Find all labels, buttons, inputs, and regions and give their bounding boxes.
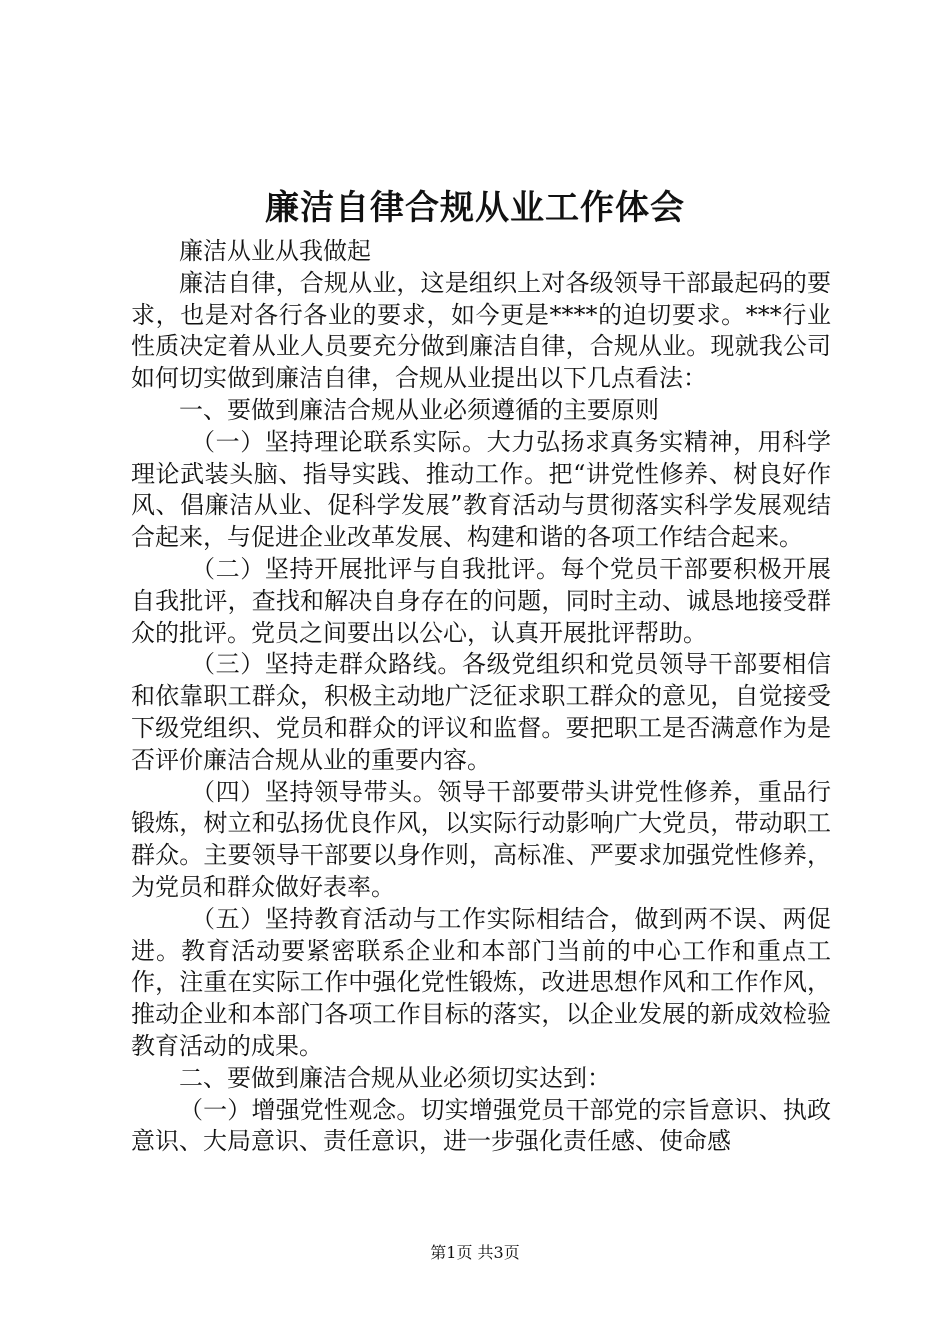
principle-paragraph-5: （五）坚持教育活动与工作实际相结合，做到两不误、两促进。教育活动要紧密联系企业和本部门当前的中心工作和重点工作，注重在实际工作中强化党性锻炼，改进思想作风和工作作风，推动企业和本部门各项工作目标的落实，以企业发展的新成效检验教育活动的成果。 [131,904,831,1060]
document-body [131,236,831,1158]
subtitle-paragraph: 廉洁从业从我做起 [179,237,371,265]
intro-paragraph: 廉洁自律，合规从业，这是组织上对各级领导干部最起码的要求，也是对各行各业的要求，如今更是****的迫切要求。***行业性质决定着从业人员要充分做到廉洁自律，合规从业。现就我公司如何切实做到廉洁自律，合规从业提出以下几点看法： [131,268,831,393]
section-heading-1: 一、要做到廉洁合规从业必须遵循的主要原则 [179,395,659,424]
principle-paragraph-1: （一）坚持理论联系实际。大力弘扬求真务实精神，用科学理论武装头脑、指导实践、推动工作。把“讲党性修养、树良好作风、倡廉洁从业、促科学发展”教育活动与贯彻落实科学发展观结合起来，与促进企业改革发展、构建和谐的各项工作结合起来。 [131,427,831,552]
page-footer: 第1页 共3页 [430,1243,520,1262]
principle-paragraph-3: （三）坚持走群众路线。各级党组织和党员领导干部要相信和依靠职工群众，积极主动地广泛征求职工群众的意见，自觉接受下级党组织、党员和群众的评议和监督。要把职工是否满意作为是否评价廉洁合规从业的重要内容。 [131,650,831,774]
principle-paragraph-4: （四）坚持领导带头。领导干部要带头讲党性修养，重品行锻炼，树立和弘扬优良作风，以实际行动影响广大党员，带动职工群众。主要领导干部要以身作则，高标准、严要求加强党性修养，为党员和群众做好表率。 [131,777,831,901]
section-heading-2: 二、要做到廉洁合规从业必须切实达到： [179,1063,611,1092]
document-title: 廉洁自律合规从业工作体会 [265,188,685,228]
requirement-paragraph-1: （一）增强党性观念。切实增强党员干部党的宗旨意识、执政意识、大局意识、责任意识，进一步强化责任感、使命感 [131,1095,831,1156]
principle-paragraph-2: （二）坚持开展批评与自我批评。每个党员干部要积极开展自我批评，查找和解决自身存在的问题，同时主动、诚恳地接受群众的批评。党员之间要出以公心，认真开展批评帮助。 [131,554,831,647]
